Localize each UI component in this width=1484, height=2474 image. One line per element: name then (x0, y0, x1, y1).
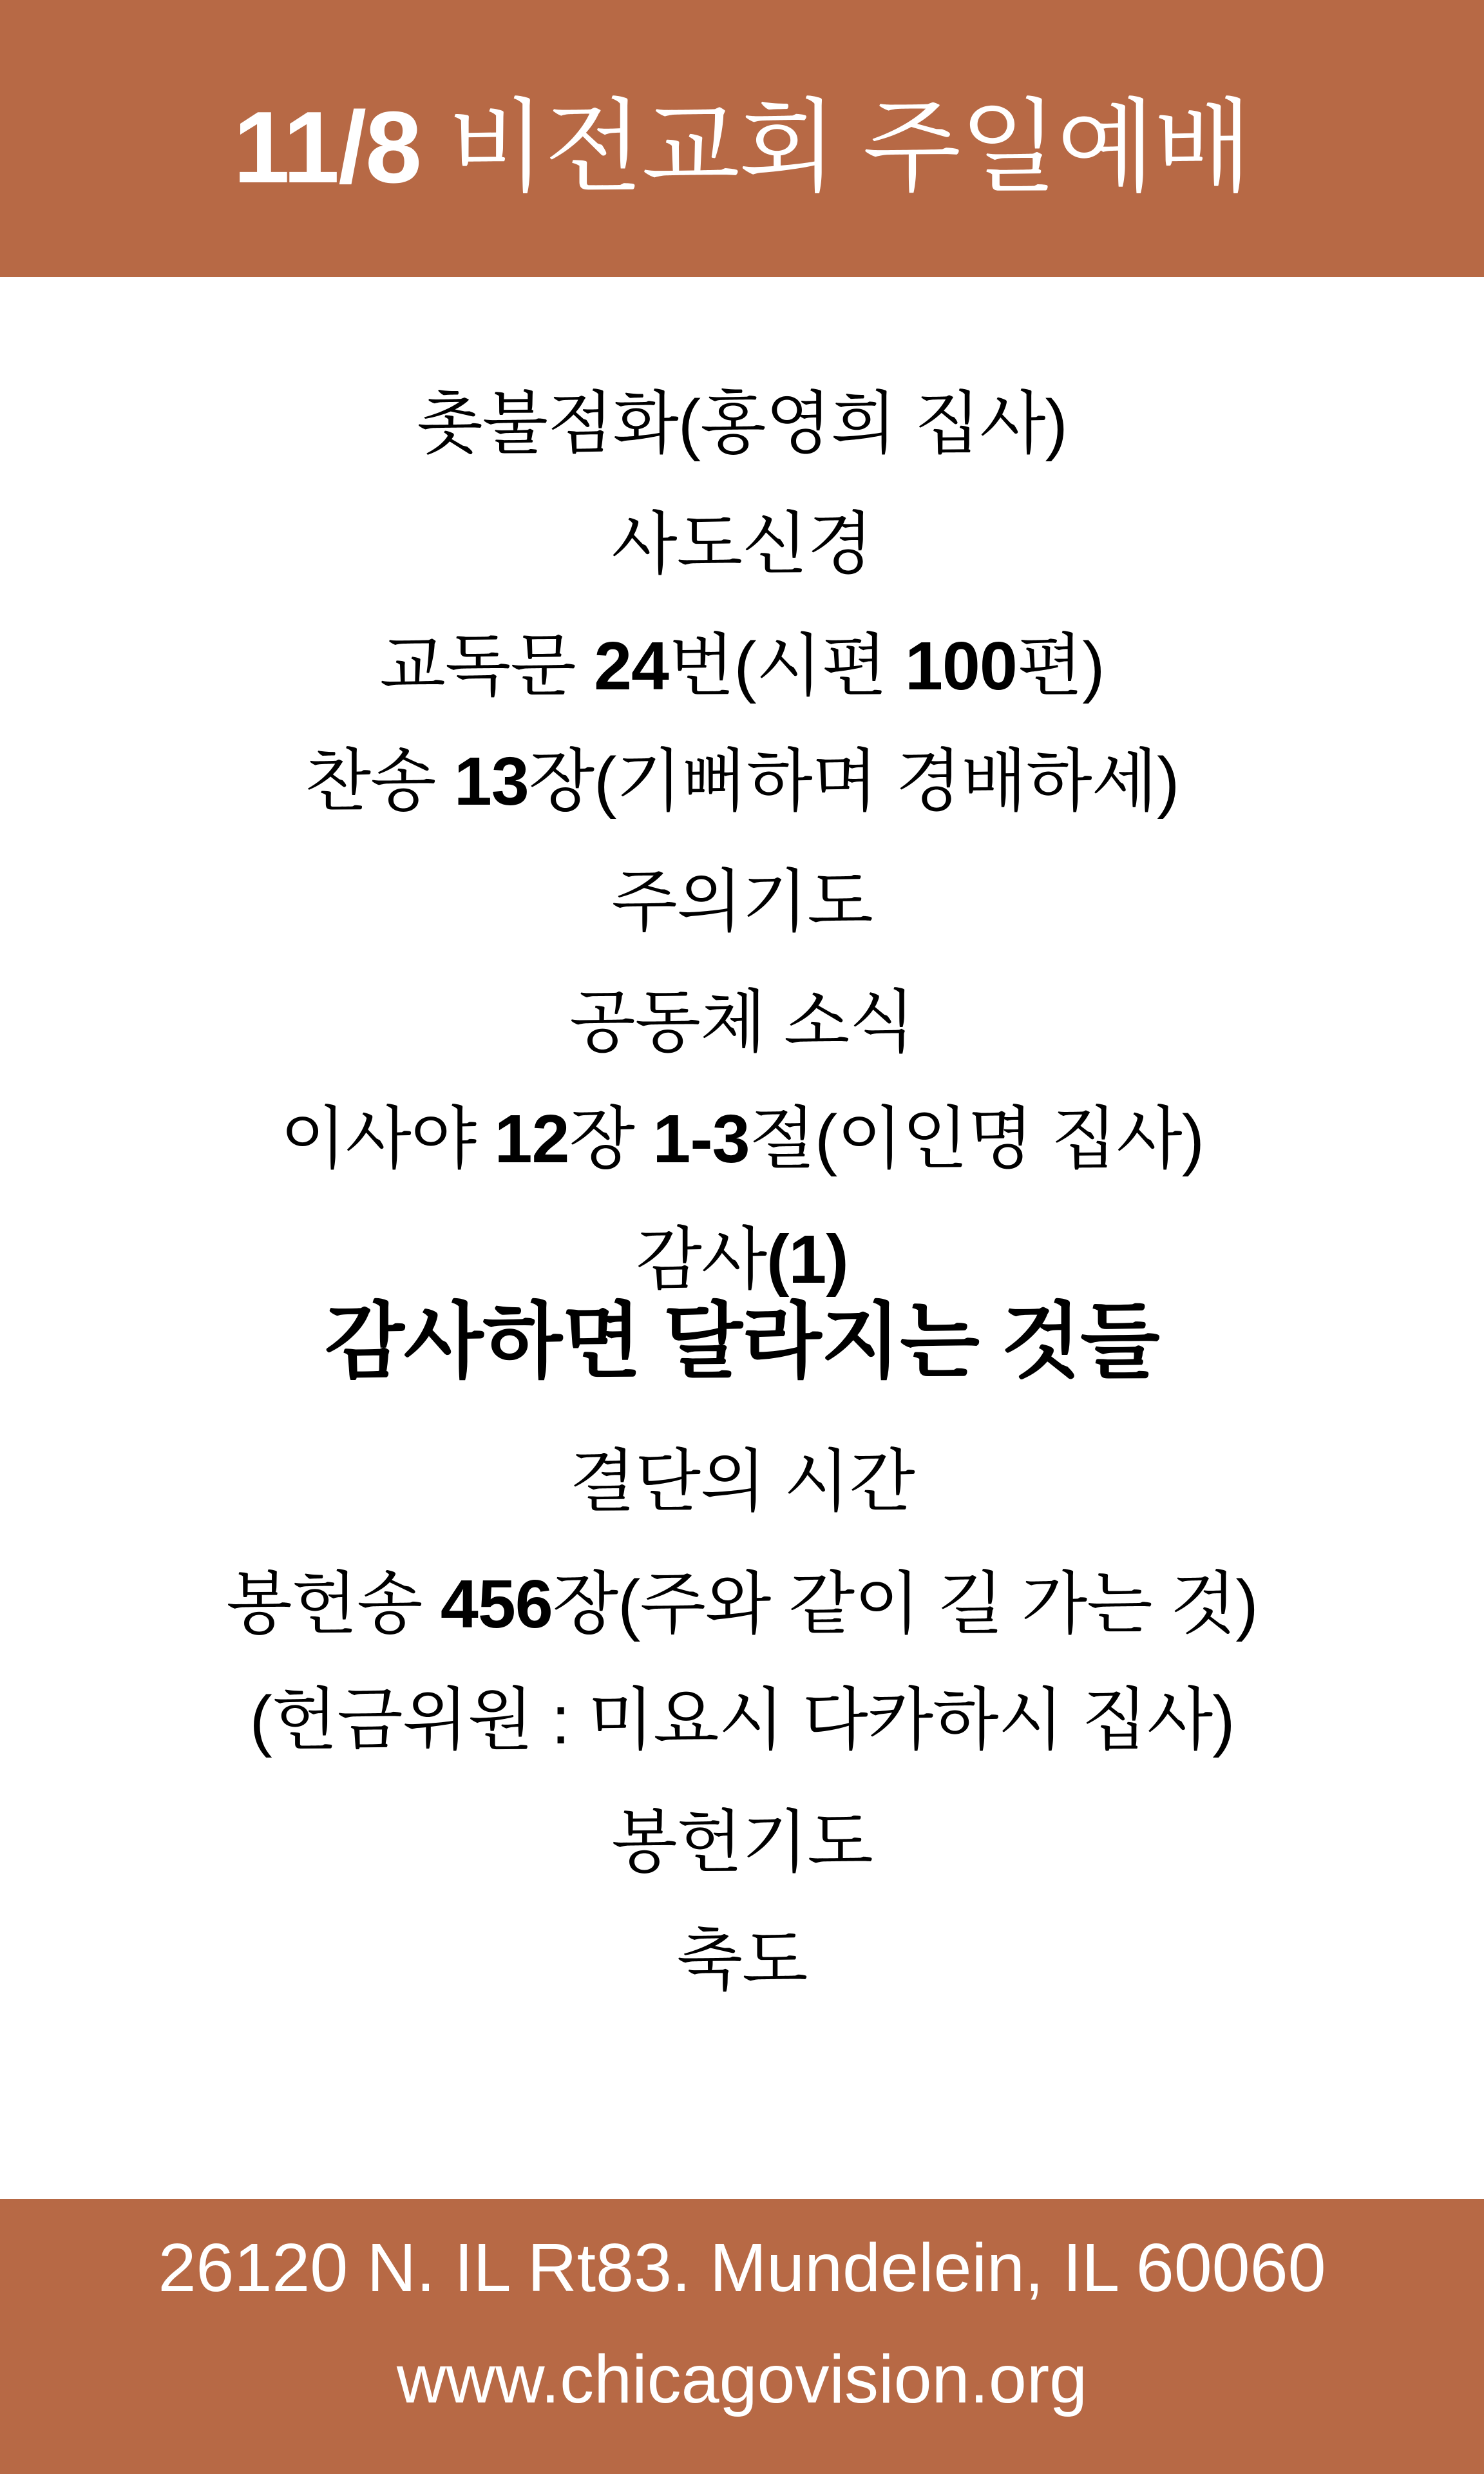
order-item-apostles-creed: 사도신경 (611, 506, 873, 582)
church-address: 26120 N. IL Rt83. Mundelein, IL 60060 (158, 2230, 1326, 2306)
order-item-benediction: 축도 (676, 1923, 808, 1999)
order-item-community-news: 공동체 소식 (569, 984, 915, 1060)
order-item-lords-prayer: 주의기도 (611, 864, 873, 940)
header-banner (0, 0, 1484, 277)
page-title: 11/8 비전교회 주일예배 (233, 90, 1251, 204)
sermon-title: 감사하면 달라지는 것들 (325, 1296, 1159, 1388)
order-item-hymn: 찬송 13장(기뻐하며 경배하세) (305, 743, 1179, 820)
footer-banner (0, 2199, 1484, 2474)
church-website: www.chicagovision.org (396, 2341, 1088, 2417)
order-item-offering-prayer: 봉헌기도 (611, 1805, 873, 1881)
order-item-sermon-series: 감사(1) (636, 1222, 848, 1298)
order-item-decision-time: 결단의 시간 (569, 1444, 915, 1520)
order-item-scripture-reading: 이사야 12장 1-3절(이인명 집사) (280, 1101, 1204, 1177)
order-item-offering-hymn: 봉헌송 456장(주와 같이 길 가는 것) (226, 1566, 1258, 1642)
order-item-offering-committee: (헌금위원 : 미요시 다카하시 집사) (249, 1682, 1235, 1758)
order-item-candle-lighting: 촛불점화(홍영희 집사) (417, 386, 1067, 462)
order-item-responsive-reading: 교독문 24번(시편 100편) (379, 628, 1105, 704)
